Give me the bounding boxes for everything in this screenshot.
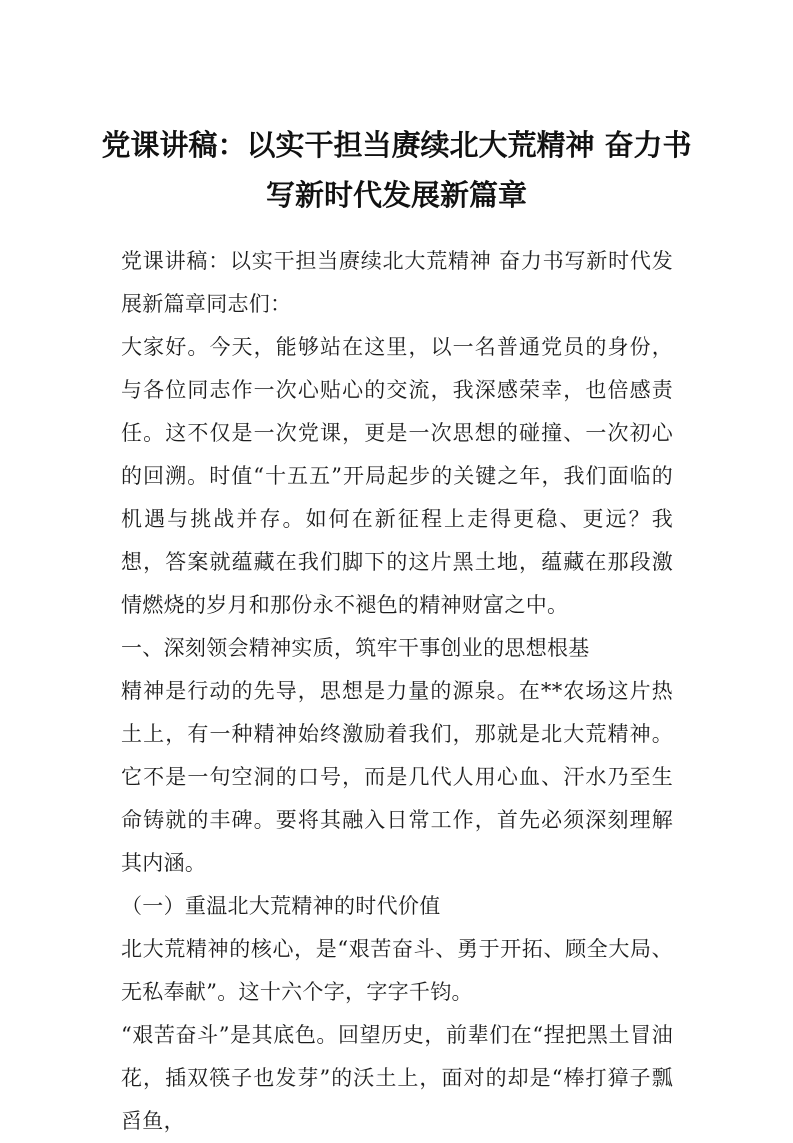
paragraph-hard-work: “艰苦奋斗”是其底色。回望历史，前辈们在“捏把黑土冒油花，插双筷子也发芽”的沃土上，面对的却是“棒打獐子瓢舀鱼， (121, 1023, 673, 1133)
subsection-heading-1: （一）重温北大荒精神的时代价值 (121, 894, 441, 918)
paragraph-core-spirit: 北大荒精神的核心，是“艰苦奋斗、勇于开拓、顾全大局、无私奉献”。这十六个字，字字千钧。 (121, 937, 673, 1004)
paragraph-salutation: 党课讲稿：以实干担当赓续北大荒精神 奋力书写新时代发展新篇章同志们： (121, 249, 673, 316)
section-heading-1: 一、深刻领会精神实质，筑牢干事创业的思想根基 (121, 636, 590, 660)
paragraph-section-1-intro: 精神是行动的先导，思想是力量的源泉。在**农场这片热土上，有一种精神始终激励着我们，那就是北大荒精神。它不是一句空洞的口号，而是几代人用心血、汗水乃至生命铸就的丰碑。要将其融入日常工作，首先必须深刻理解其内涵。 (121, 679, 673, 875)
document-body (121, 240, 673, 1143)
paragraph-opening: 大家好。今天，能够站在这里，以一名普通党员的身份，与各位同志作一次心贴心的交流，我深感荣幸，也倍感责任。这不仅是一次党课，更是一次思想的碰撞、一次初心的回溯。时值“十五五”开局起步的关键之年，我们面临的机遇与挑战并存。如何在新征程上走得更稳、更远？我想，答案就蕴藏在我们脚下的这片黑土地，蕴藏在那段激情燃烧的岁月和那份永不褪色的精神财富之中。 (121, 335, 673, 617)
document-title: 党课讲稿：以实干担当赓续北大荒精神 奋力书写新时代发展新篇章 (101, 128, 692, 212)
